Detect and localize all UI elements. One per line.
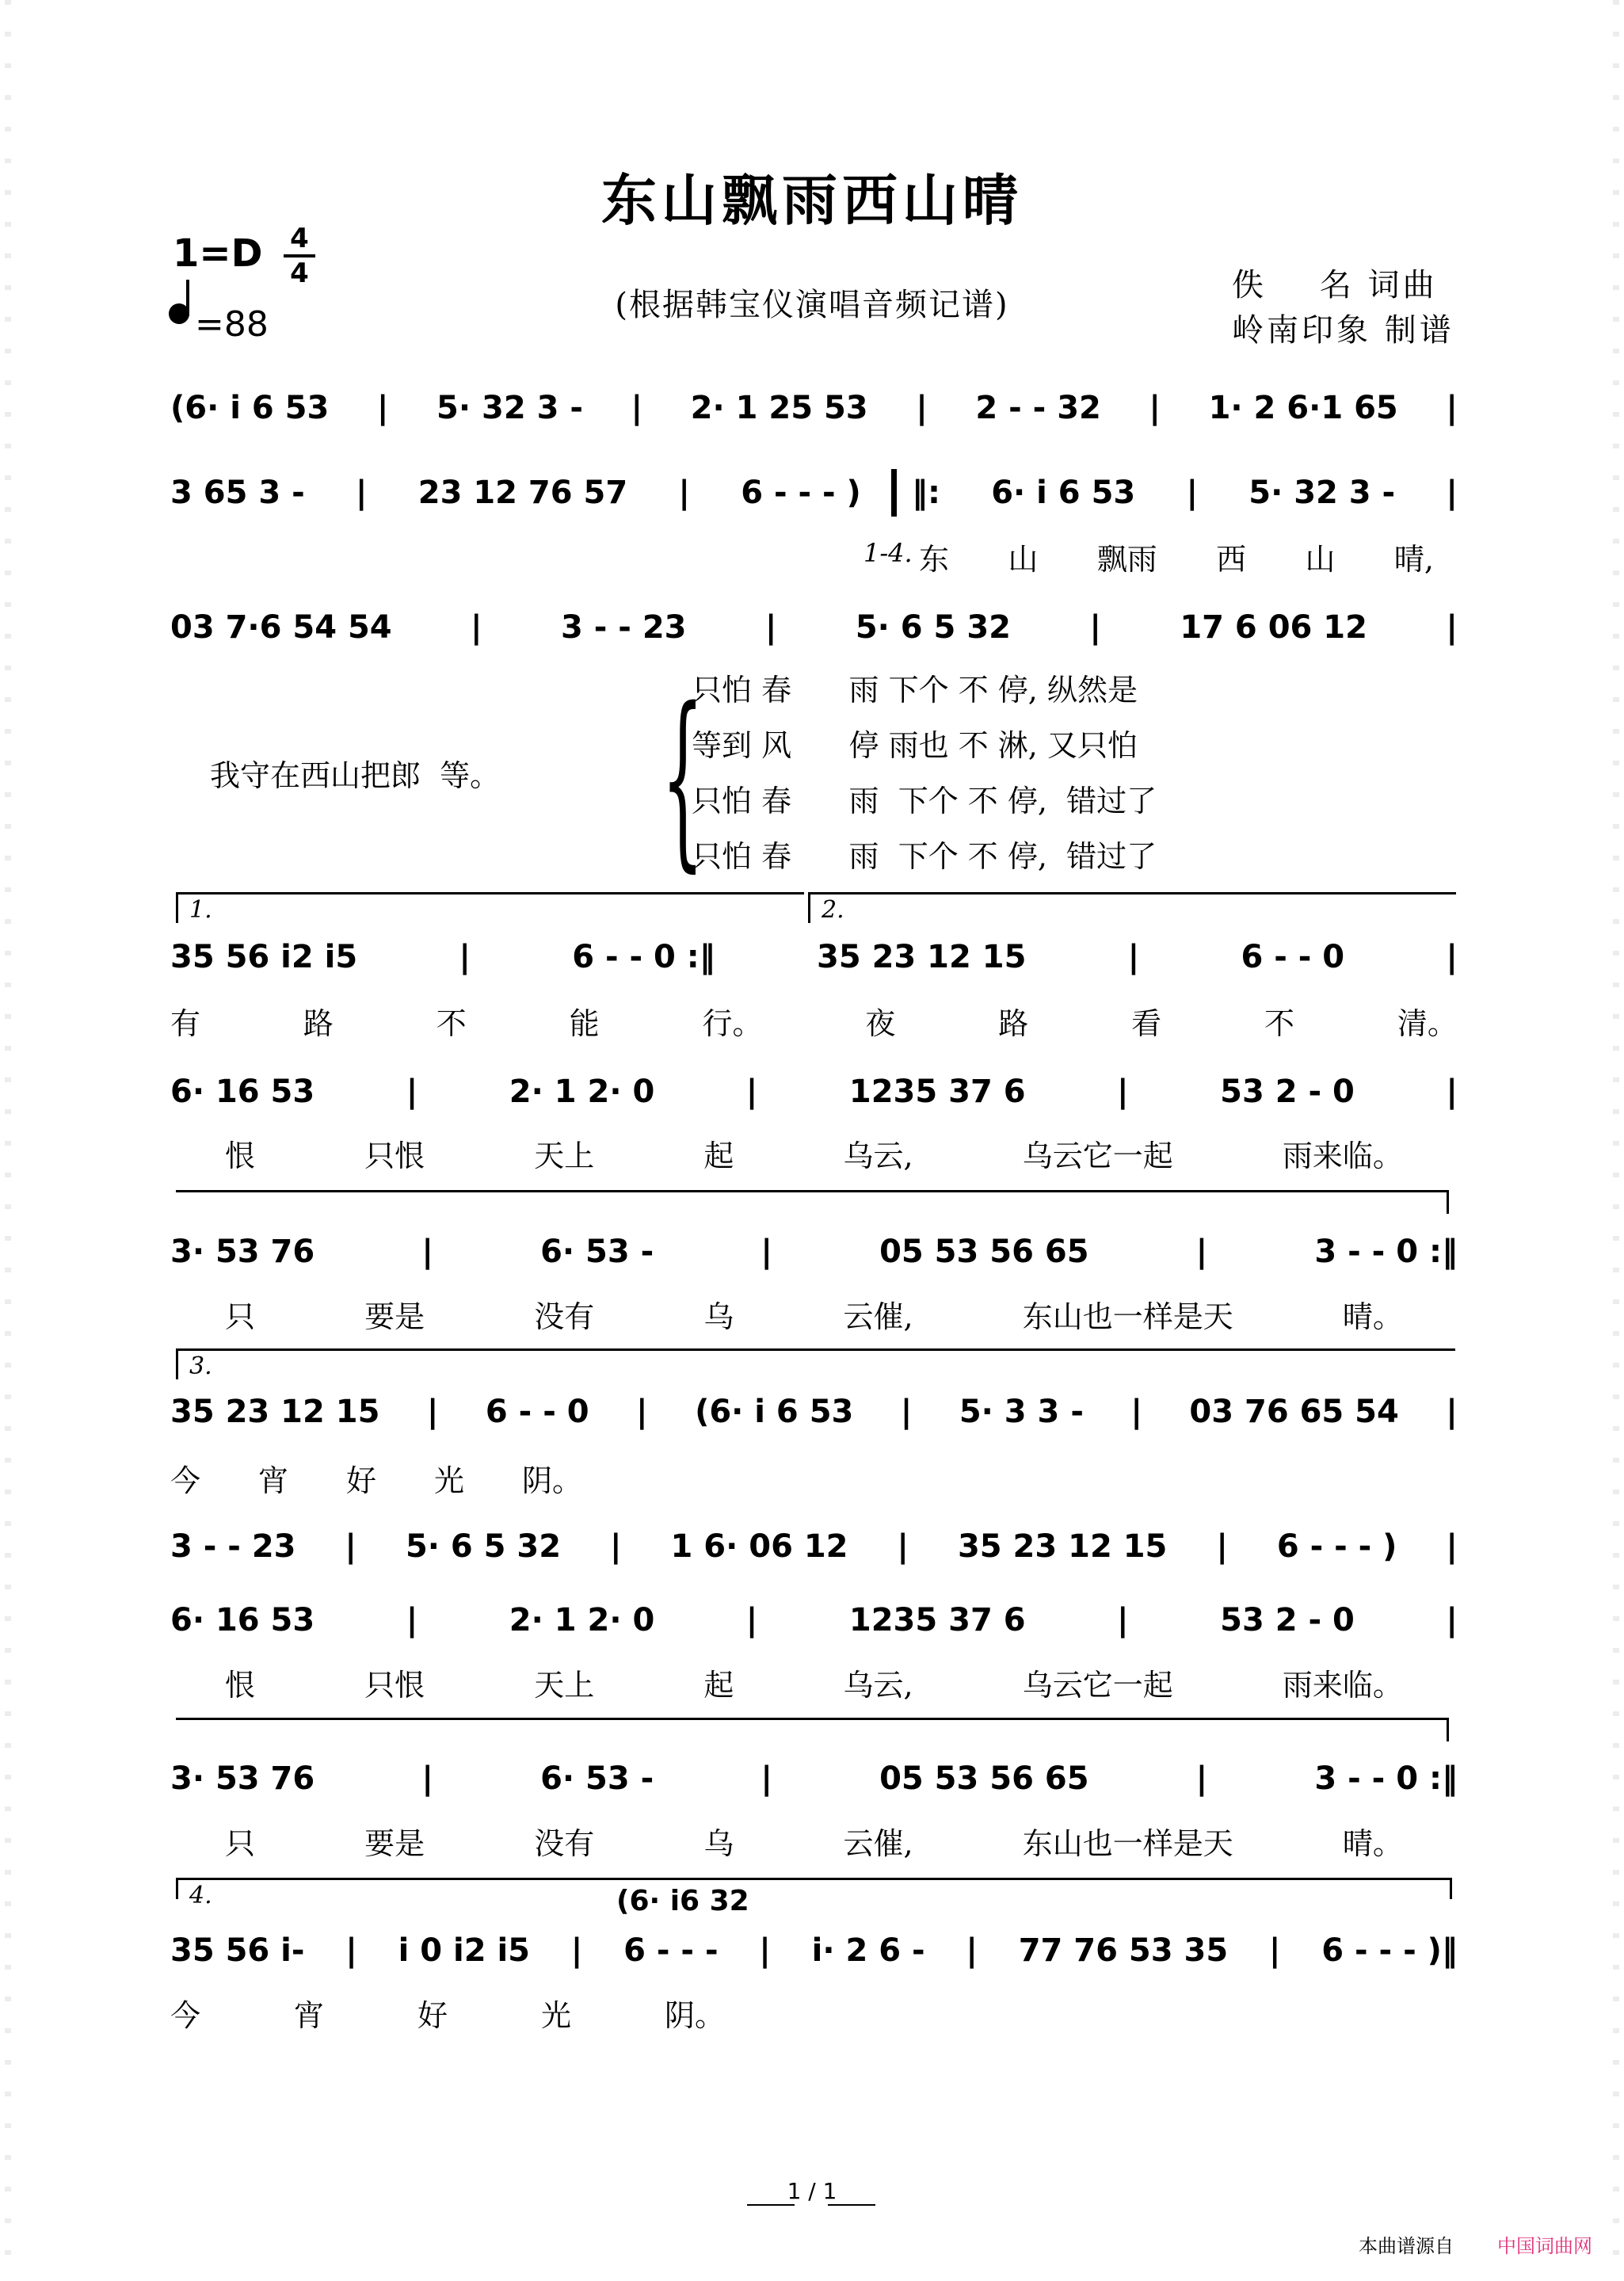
key-signature: 1=D (173, 231, 263, 276)
notation-measure: i 0 i2 i5 (398, 1932, 531, 1969)
notation-measure: 05 53 56 65 (879, 1760, 1089, 1797)
lyric-syllable: 西 (1216, 541, 1247, 577)
notation-line (170, 1076, 1458, 1108)
notation-measure: 3· 53 76 (170, 1760, 315, 1797)
time-numerator: 4 (290, 223, 309, 254)
barline: | (421, 1234, 433, 1270)
notation-measure: 53 2 - 0 (1220, 1074, 1355, 1110)
notation-measure: 6 - - 0 :‖ (572, 939, 715, 975)
lyric-syllable: 宵 (257, 1463, 288, 1498)
page-number-rule-left (747, 2204, 795, 2206)
lyric-syllable: 只恨 (364, 1138, 425, 1173)
lyric-syllable: 光 (433, 1463, 464, 1498)
lyric-syllable: 乌云, (843, 1667, 913, 1703)
notation-measure: 5· 32 3 - (1248, 475, 1396, 511)
lyric-line (170, 1997, 725, 2033)
time-signature (284, 225, 315, 287)
notation-measure: 3 - - 0 :‖ (1314, 1234, 1458, 1270)
verse-label: 1-4. (863, 538, 913, 568)
notation-measure: 6· 53 - (540, 1234, 654, 1270)
notation-measure: 6 - - - ) (1276, 1528, 1397, 1565)
lyric-syllable: 晴。 (1342, 1825, 1403, 1861)
barline: | (426, 1394, 439, 1430)
lyric-syllable: 只 (225, 1825, 256, 1861)
barline: | (1446, 475, 1458, 511)
lyric-syllable: 阴。 (664, 1997, 725, 2033)
notation-measure: 6 - - - ) (741, 475, 861, 511)
lyric-syllable: 行。 (702, 1005, 763, 1041)
notation-measure: 6· 53 - (540, 1760, 654, 1797)
notation-measure: 1· 2 6·1 65 (1208, 390, 1398, 426)
lyric-verse-lead: 我守在西山把郎 等。 (210, 758, 501, 793)
barline: | (900, 1394, 913, 1430)
barline: | (764, 609, 777, 646)
lyric-syllable: 今 (170, 1997, 201, 2033)
notation-line (170, 1528, 1458, 1565)
lyric-syllable: 宵 (293, 1997, 324, 2033)
verse-2-lyric: 等到 风 停 雨也 不 淋, 又只怕 (692, 728, 1138, 763)
barline: | (376, 390, 389, 426)
barline: | (916, 390, 928, 426)
notation-measure: 6 - - - (623, 1932, 719, 1969)
notation-measure: 6· 16 53 (170, 1074, 315, 1110)
notation-line (170, 609, 1458, 646)
lyric-line (170, 1462, 582, 1498)
barline: | (761, 1234, 772, 1270)
composer-credit: 佚 名 词曲 (1232, 267, 1438, 303)
lyric-syllable: 雨来临。 (1282, 1138, 1403, 1173)
lyric-syllable: 不 (1264, 1005, 1295, 1041)
notation-measure: 35 23 12 15 (170, 1394, 380, 1430)
barline: | (745, 1602, 758, 1638)
barline: | (1186, 475, 1199, 511)
barline: | (1446, 1394, 1458, 1430)
time-denominator: 4 (290, 257, 309, 289)
lyric-syllable: 乌云, (843, 1138, 913, 1173)
second-ending-bracket (808, 892, 1456, 923)
notation-measure: 5· 6 5 32 (405, 1528, 562, 1565)
notation-measure: i· 2 6 - (811, 1932, 925, 1969)
lyric-syllable: 云催, (843, 1299, 913, 1334)
notation-measure: 35 23 12 15 (817, 939, 1027, 975)
lyric-syllable: 只恨 (364, 1667, 425, 1703)
notation-measure: 35 56 i2 i5 (170, 939, 358, 975)
barline: | (1446, 1074, 1458, 1110)
lyric-syllable: 乌云它一起 (1022, 1667, 1173, 1703)
lyric-syllable: 没有 (534, 1299, 595, 1334)
tempo-marking: =88 (195, 304, 269, 345)
lyric-line (919, 540, 1434, 577)
notation-measure: 03 76 65 54 (1189, 1394, 1399, 1430)
notation-measure: 1235 37 6 (848, 1602, 1026, 1638)
barline: | (1089, 609, 1101, 646)
notation-line (170, 392, 1458, 424)
barline: | (1195, 1234, 1208, 1270)
lyric-syllable: 光 (540, 1997, 571, 2033)
notation-measure: 6 - - - )‖ (1321, 1932, 1458, 1969)
lyric-syllable: 云催, (843, 1825, 913, 1861)
fourth-ending-label: 4. (189, 1882, 212, 1909)
verse-4-lyric: 只怕 春 雨 下个 不 停, 错过了 (692, 839, 1157, 874)
verse-brace: { (661, 667, 704, 889)
notation-measure: 2· 1 25 53 (690, 390, 868, 426)
page-number-rule-right (828, 2204, 875, 2206)
repeat-span-line (176, 1718, 1447, 1720)
notation-measure: 05 53 56 65 (879, 1234, 1089, 1270)
lyric-syllable: 好 (417, 1997, 448, 2033)
barline: | (345, 1932, 357, 1969)
notation-measure: 5· 32 3 - (436, 390, 583, 426)
third-ending-label: 3. (189, 1352, 212, 1380)
lyric-syllable: 只 (225, 1299, 256, 1334)
song-title: 东山飘雨西山晴 (601, 167, 1023, 233)
lyric-syllable: 乌云它一起 (1022, 1138, 1173, 1173)
barline: ‖: (912, 475, 941, 511)
notation-measure: 1235 37 6 (848, 1074, 1026, 1110)
site-link[interactable]: 中国词曲网 (1497, 2235, 1592, 2257)
notation-measure: 3 - - 23 (561, 609, 687, 646)
verse-3-lyric: 只怕 春 雨 下个 不 停, 错过了 (692, 784, 1157, 818)
lyric-line (170, 1825, 1458, 1861)
lyric-syllable: 东山也一样是天 (1022, 1299, 1233, 1334)
notation-line (170, 1604, 1458, 1636)
barline: | (1446, 939, 1458, 975)
notation-measure: 1 6· 06 12 (670, 1528, 848, 1565)
notation-measure: (6· i 6 53 (695, 1394, 854, 1430)
lyric-syllable: 夜 (865, 1005, 896, 1041)
notation-line (170, 941, 1458, 973)
lyric-syllable: 起 (703, 1138, 734, 1173)
notation-line (170, 1932, 1458, 1969)
barline: | (966, 1932, 978, 1969)
barline: | (678, 475, 690, 511)
barline: | (631, 390, 643, 426)
lyric-syllable: 能 (569, 1005, 600, 1041)
barline: | (1216, 1528, 1228, 1565)
notation-measure: 53 2 - 0 (1220, 1602, 1355, 1638)
barline: | (1127, 939, 1140, 975)
lyric-syllable: 恨 (225, 1138, 256, 1173)
lyric-syllable: 晴。 (1342, 1299, 1403, 1334)
barline: | (406, 1602, 418, 1638)
lyric-syllable: 天上 (534, 1138, 595, 1173)
repeat-span-end (1447, 1718, 1449, 1741)
coda-lead-in: (6· i6 32 (616, 1885, 749, 1917)
lyric-syllable: 东山也一样是天 (1022, 1825, 1233, 1861)
notation-measure: 2 - - 32 (975, 390, 1101, 426)
lyric-syllable: 飘雨 (1096, 541, 1157, 577)
first-ending-bracket (176, 892, 804, 923)
lyric-syllable: 晴, (1393, 541, 1434, 577)
notation-measure: 3 65 3 - (170, 475, 305, 511)
lyric-syllable: 看 (1131, 1005, 1162, 1041)
notation-line (170, 1396, 1458, 1428)
lyric-syllable: 今 (170, 1463, 201, 1498)
lyric-line (170, 1666, 1458, 1703)
notation-line (170, 477, 1458, 509)
lyric-syllable: 阴。 (521, 1463, 582, 1498)
barline: | (1446, 1602, 1458, 1638)
barline: | (1117, 1074, 1129, 1110)
notation-line (170, 1760, 1458, 1797)
repeat-span-line (176, 1190, 1447, 1192)
barline: | (471, 609, 482, 646)
notation-measure: 35 56 i- (170, 1932, 305, 1969)
barline: | (421, 1760, 433, 1797)
barline: | (345, 1528, 357, 1565)
notation-measure: 6· i 6 53 (991, 475, 1136, 511)
left-watermark-strip (5, 0, 11, 2281)
notation-measure: (6· i 6 53 (170, 390, 330, 426)
lyric-line (170, 1137, 1458, 1173)
barline: | (1446, 609, 1458, 646)
notation-measure: 6· 16 53 (170, 1602, 315, 1638)
barline: | (761, 1760, 772, 1797)
page-number: 1 / 1 (787, 2178, 837, 2204)
lyric-syllable: 要是 (364, 1825, 425, 1861)
lyric-syllable: 起 (703, 1667, 734, 1703)
lyric-syllable: 清。 (1397, 1005, 1458, 1041)
barline: | (1117, 1602, 1129, 1638)
notation-measure: 35 23 12 15 (957, 1528, 1168, 1565)
verse-1-lyric: 只怕 春 雨 下个 不 停, 纵然是 (692, 673, 1138, 708)
barline: | (759, 1932, 771, 1969)
notation-measure: 6 - - 0 (485, 1394, 589, 1430)
lyric-syllable: 天上 (534, 1667, 595, 1703)
notation-measure: 5· 6 5 32 (855, 609, 1011, 646)
lyric-syllable: 雨来临。 (1282, 1667, 1403, 1703)
barline: | (897, 1528, 909, 1565)
barline: | (636, 1394, 648, 1430)
lyric-line (170, 1298, 1458, 1334)
barline: | (1446, 390, 1458, 426)
barline: | (745, 1074, 758, 1110)
lyric-syllable: 路 (998, 1005, 1029, 1041)
barline: | (1268, 1932, 1281, 1969)
lyric-syllable: 没有 (534, 1825, 595, 1861)
lyric-syllable: 乌 (703, 1825, 734, 1861)
lyric-syllable: 不 (436, 1005, 467, 1041)
source-label: 本曲谱源自 (1359, 2235, 1454, 2257)
lyric-syllable: 有 (170, 1005, 201, 1041)
barline: | (406, 1074, 418, 1110)
lyric-syllable: 要是 (364, 1299, 425, 1334)
barline: | (459, 939, 471, 975)
second-ending-label: 2. (822, 896, 844, 924)
notation-measure: 2· 1 2· 0 (509, 1602, 655, 1638)
notation-measure: 3 - - 0 :‖ (1314, 1760, 1458, 1797)
notation-line (170, 1236, 1458, 1268)
repeat-span-end (1447, 1190, 1449, 1214)
barline: | (1446, 1528, 1458, 1565)
lyric-syllable: 恨 (225, 1667, 256, 1703)
lyric-syllable: 山 (1305, 541, 1336, 577)
notation-measure: 17 6 06 12 (1180, 609, 1367, 646)
notation-measure: 3· 53 76 (170, 1234, 315, 1270)
transcription-note: (根据韩宝仪演唱音频记谱) (615, 287, 1009, 323)
lyric-line (170, 1005, 1458, 1041)
barline: | (1195, 1760, 1208, 1797)
notation-measure: 23 12 76 57 (417, 475, 628, 511)
lyric-syllable: 东 (919, 541, 950, 577)
transcriber-credit: 岭南印象 制谱 (1232, 312, 1454, 349)
barline: | (355, 475, 368, 511)
third-ending-bracket (176, 1348, 1455, 1379)
barline: | (570, 1932, 583, 1969)
barline: | (610, 1528, 622, 1565)
notation-measure: 6 - - 0 (1241, 939, 1345, 975)
right-watermark-strip (1613, 0, 1619, 2281)
notation-measure: 5· 3 3 - (959, 1394, 1084, 1430)
barline: | (1130, 1394, 1142, 1430)
lyric-syllable: 乌 (703, 1299, 734, 1334)
lyric-syllable: 路 (303, 1005, 334, 1041)
notation-measure: 03 7·6 54 54 (170, 609, 392, 646)
notation-measure: 3 - - 23 (170, 1528, 296, 1565)
lyric-syllable: 山 (1008, 541, 1039, 577)
notation-measure: 77 76 53 35 (1018, 1932, 1229, 1969)
barline: | (1149, 390, 1161, 426)
notation-measure: 2· 1 2· 0 (509, 1074, 655, 1110)
first-ending-label: 1. (189, 896, 212, 924)
lyric-syllable: 好 (345, 1463, 376, 1498)
